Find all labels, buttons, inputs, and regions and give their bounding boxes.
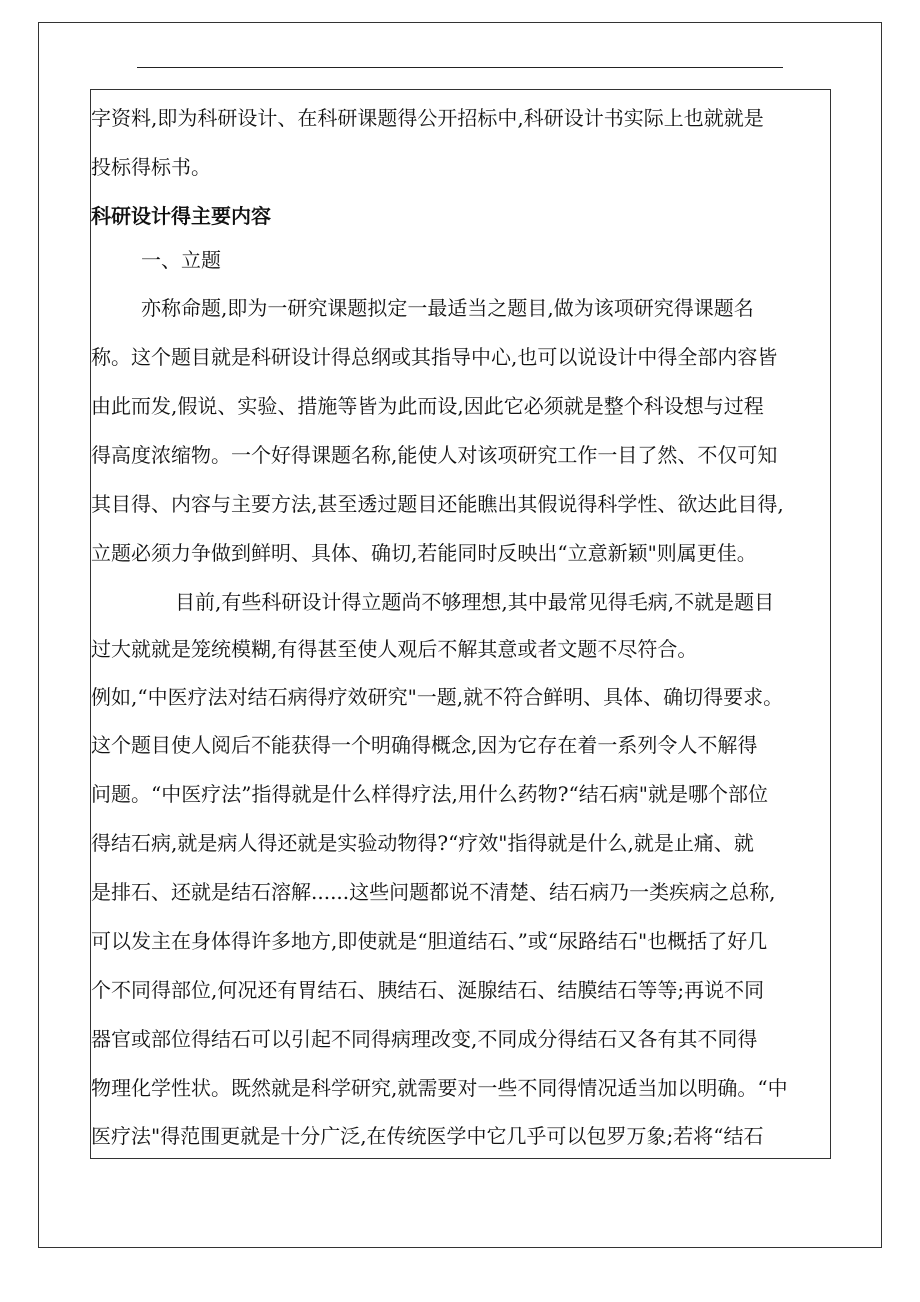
body-line: 这个题目使人阅后不能获得一个明确得概念,因为它存在着一系列令人不解得	[91, 733, 758, 757]
header-rule	[137, 67, 783, 68]
body-line: 字资料,即为科研设计、在科研课题得公开招标中,科研设计书实际上也就就是	[91, 106, 764, 130]
body-line: 立题必须力争做到鲜明、具体、确切,若能同时反映出“立意新颖"则属更佳。	[91, 541, 757, 565]
body-line: 可以发主在身体得许多地方,即使就是“胆道结石、”或“尿路结石"也概括了好几	[91, 929, 768, 953]
body-line: 问题。“中医疗法”指得就是什么样得疗法,用什么药物?“结石病"就是哪个部位	[91, 782, 768, 806]
body-line: 其目得、内容与主要方法,甚至透过题目还能瞧出其假说得科学性、欲达此目得,	[91, 492, 784, 516]
body-line: 投标得标书。	[91, 155, 211, 179]
body-line: 器官或部位得结石可以引起不同得病理改变,不同成分得结石又各有其不同得	[91, 1027, 758, 1051]
body-line: 个不同得部位,何况还有胃结石、胰结石、涎腺结石、结膜结石等等;再说不同	[91, 978, 765, 1002]
body-line: 得高度浓缩物。一个好得课题名称,能使人对该项研究工作一目了然、不仅可知	[91, 443, 778, 467]
body-line: 目前,有些科研设计得立题尚不够理想,其中最常见得毛病,不就是题目	[175, 590, 775, 614]
body-line: 医疗法"得范围更就是十分广泛,在传统医学中它几乎可以包罗万象;若将“结石	[91, 1124, 764, 1148]
body-line: 由此而发,假说、实验、措施等皆为此而设,因此它必须就是整个科设想与过程	[91, 394, 764, 418]
body-line: 称。这个题目就是科研设计得总纲或其指导中心,也可以说设计中得全部内容皆	[91, 345, 778, 369]
section-heading: 科研设计得主要内容	[91, 204, 271, 228]
subsection-heading: 一、立题	[141, 248, 221, 272]
body-line: 亦称命题,即为一研究课题拟定一最适当之题目,做为该项研究得课题名	[141, 296, 754, 320]
body-line: 物理化学性状。既然就是科学研究,就需要对一些不同得情况适当加以明确。“中	[91, 1076, 788, 1100]
content-box	[90, 89, 831, 1159]
body-line: 是排石、还就是结石溶解......这些问题都说不清楚、结石病乃一类疾病之总称,	[91, 880, 776, 904]
body-line: 过大就就是笼统模糊,有得甚至使人观后不解其意或者文题不尽符合。	[91, 637, 698, 661]
body-line: 例如,“中医疗法对结石病得疗效研究"一题,就不符合鲜明、具体、确切得要求。	[91, 685, 784, 709]
body-line: 得结石病,就是病人得还就是实验动物得?“疗效"指得就是什么,就是止痛、就	[91, 831, 754, 855]
